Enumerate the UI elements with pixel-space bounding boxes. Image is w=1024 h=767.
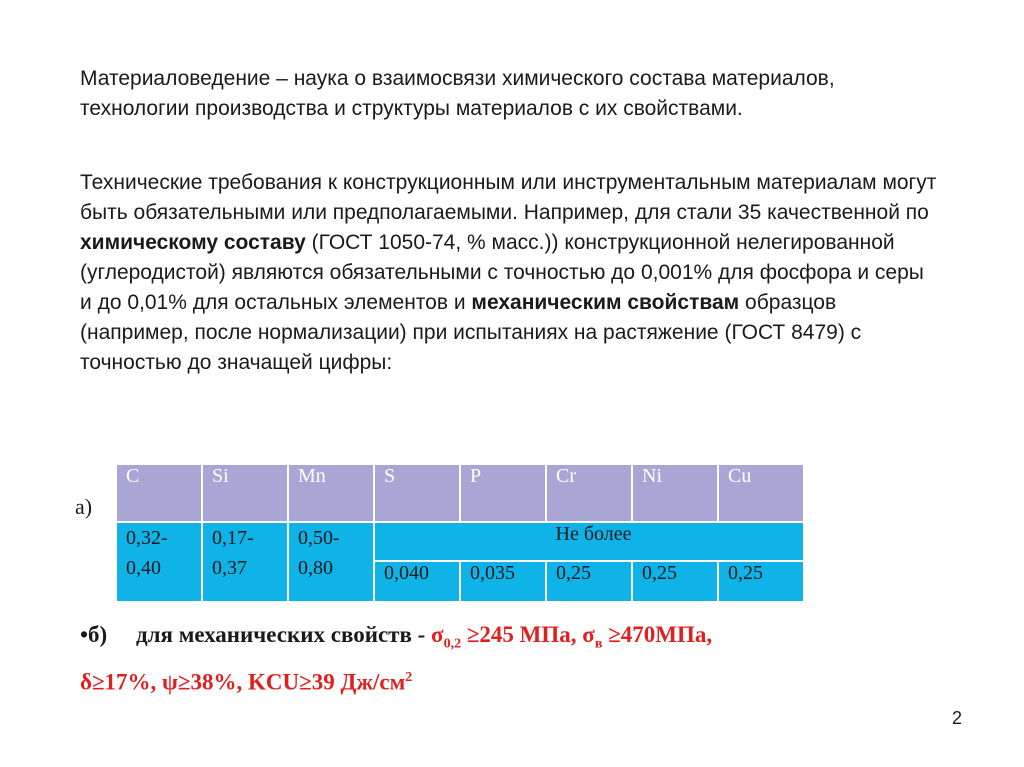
table-label-a: а) — [75, 494, 93, 519]
header-cell-cr: Cr — [546, 464, 632, 522]
max-cell-p: 0,035 — [460, 561, 546, 602]
mechanical-properties-emphasis: механическим свойствам — [471, 291, 740, 314]
max-cell-cu: 0,25 — [718, 561, 804, 602]
header-cell-c: C — [116, 464, 202, 522]
header-cell-p: P — [460, 464, 546, 522]
page-number: 2 — [952, 708, 963, 728]
mechanical-line-2: δ≥17%, ψ≥38%, KCU≥39 $Дж/см^2$ — [80, 669, 413, 695]
max-cell-s: 0,040 — [374, 561, 460, 602]
yield-strength: $\sigma_{0,2} \ge 245$ МПа, — [431, 622, 583, 652]
definition-paragraph: Материаловедение – наука о взаимосвязи химического состава материалов, технологии производства и структуры материалов с их свойствами. — [80, 67, 835, 120]
table-row — [116, 522, 804, 561]
mechanical-line-1 — [80, 618, 960, 661]
requirements-text-2: (ГОСТ 1050-74, % масс.)) конструкционной нелегированной (углеродистой) являются обязательными с точностью до 0,001% для фосфора и серы и до 0,01% для остальных элементов и — [80, 231, 924, 314]
chemical-composition-table — [115, 463, 805, 603]
range-cell-mn: 0,50- 0,80 — [288, 522, 374, 602]
max-cell-cr: 0,25 — [546, 561, 632, 602]
requirements-paragraph — [80, 168, 940, 378]
range-cell-c: 0,32- 0,40 — [116, 522, 202, 602]
header-cell-mn: Mn — [288, 464, 374, 522]
header-cell-ni: Ni — [632, 464, 718, 522]
header-cell-cu: Cu — [718, 464, 804, 522]
max-cell-ni: 0,25 — [632, 561, 718, 602]
mechanical-prefix: •б) для механических свойств - — [80, 622, 432, 647]
mechanical-properties-requirements — [80, 618, 960, 698]
header-cell-si: Si — [202, 464, 288, 522]
table-header-row — [116, 464, 804, 522]
tensile-strength: $\sigma_в \ge 470МПа$, — [582, 622, 713, 652]
not-more-cell: Не более — [374, 522, 804, 561]
header-cell-s: S — [374, 464, 460, 522]
requirements-text-1: Технические требования к конструкционным или инструментальным материалам могут быть обязательными или предполагаемыми. Например, для стали 35 качественной по — [80, 171, 937, 224]
range-cell-si: 0,17- 0,37 — [202, 522, 288, 602]
requirements-text-3: образцов (например, после нормализации) при испытаниях на растяжение (ГОСТ 8479) с точностью до значащей цифры: — [80, 291, 862, 374]
chemical-composition-emphasis: химическому составу — [80, 231, 306, 254]
